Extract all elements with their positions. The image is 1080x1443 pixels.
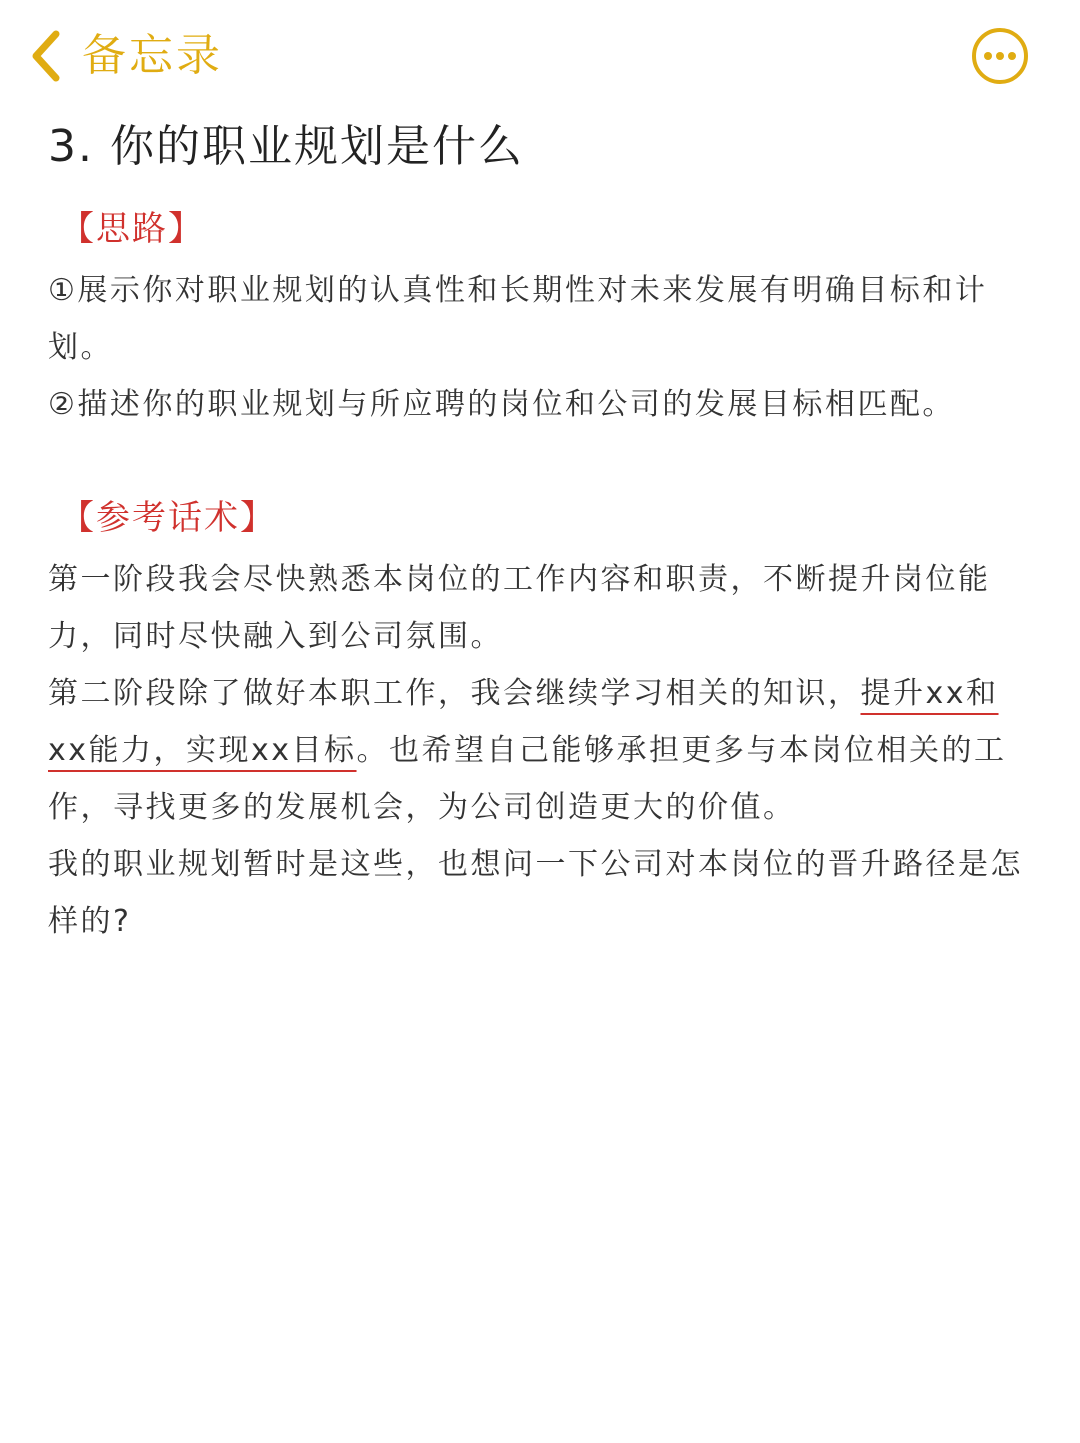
highlighted-text: 提升xx和xx能力，实现xx目标 [48, 676, 999, 768]
chevron-left-icon [28, 28, 62, 84]
note-title: 3. 你的职业规划是什么 [48, 121, 524, 172]
back-label: 备忘录 [82, 30, 223, 81]
script-paragraph-2-after: 。也希望自己能够承担更多与本岗位相关的工作，寻找更多的发展机会，为公司创造更大的价值。 [48, 733, 1007, 825]
navbar [0, 0, 1080, 112]
script-paragraph-2-before: 第二阶段除了做好本职工作，我会继续学习相关的知识， [48, 676, 861, 711]
more-button[interactable] [970, 26, 1030, 86]
section-heading-approach: 【思路】 [60, 209, 204, 249]
script-paragraph-2 [48, 665, 1038, 836]
back-button[interactable] [28, 26, 223, 86]
script-paragraph-3: 我的职业规划暂时是这些，也想问一下公司对本岗位的晋升路径是怎样的? [48, 847, 1023, 939]
note-body[interactable] [48, 112, 1038, 950]
approach-block [48, 262, 1038, 433]
script-paragraph-1: 第一阶段我会尽快熟悉本岗位的工作内容和职责，不断提升岗位能力，同时尽快融入到公司氛围。 [48, 562, 991, 654]
more-circle-icon [970, 26, 1030, 86]
approach-point-2: ②描述你的职业规划与所应聘的岗位和公司的发展目标相匹配。 [48, 387, 955, 422]
approach-point-1: ①展示你对职业规划的认真性和长期性对未来发展有明确目标和计划。 [48, 273, 988, 365]
script-block [48, 551, 1038, 950]
section-heading-script: 【参考话术】 [60, 498, 276, 538]
